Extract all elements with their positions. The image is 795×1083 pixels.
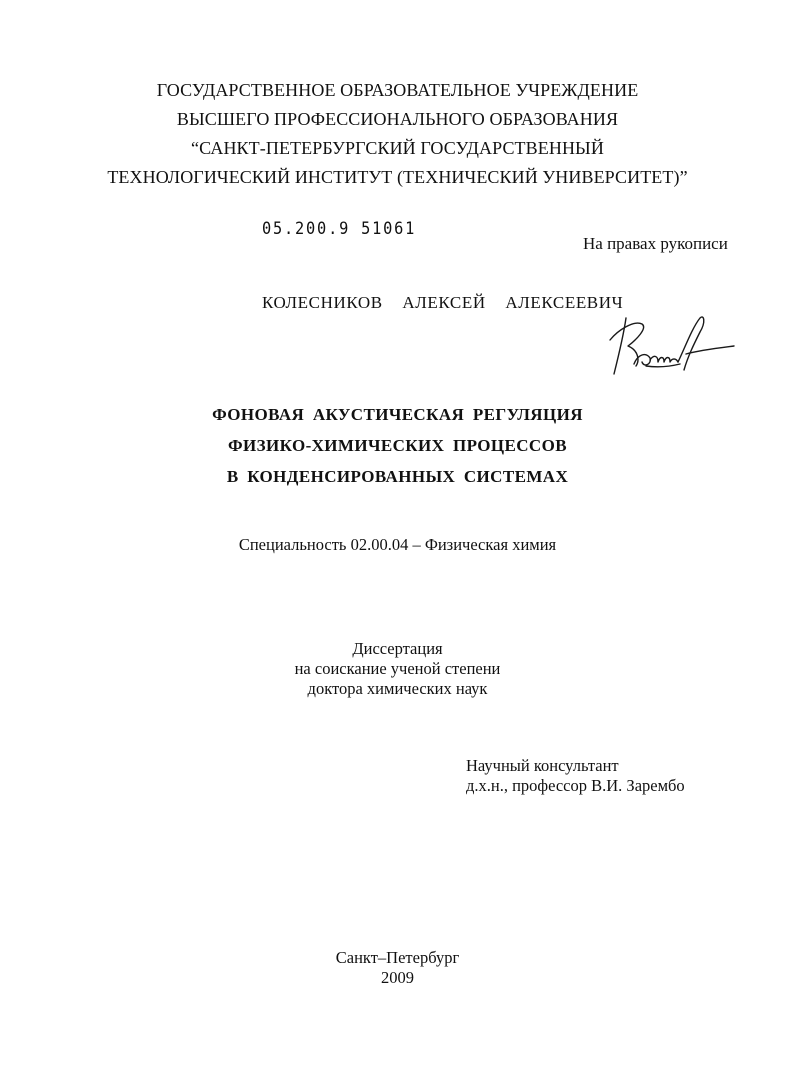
- year: 2009: [381, 968, 414, 987]
- city: Санкт–Петербург: [335, 948, 460, 967]
- institution-line-1: ГОСУДАРСТВЕННОЕ ОБРАЗОВАТЕЛЬНОЕ УЧРЕЖДЕНИЕ: [156, 80, 639, 100]
- specialty: Специальность 02.00.04 – Физическая химия: [238, 535, 557, 554]
- degree-line-3: доктора химических наук: [307, 679, 488, 698]
- registry-number: 05.200.9 51061: [262, 219, 417, 239]
- institution-line-3: “САНКТ-ПЕТЕРБУРГСКИЙ ГОСУДАРСТВЕННЫЙ: [191, 138, 604, 158]
- author-name: КОЛЕСНИКОВ АЛЕКСЕЙ АЛЕКСЕЕВИЧ: [262, 293, 624, 312]
- degree-line-1: Диссертация: [352, 639, 443, 658]
- advisor-name: д.х.н., профессор В.И. Зарембо: [466, 776, 685, 795]
- signature-icon: [600, 310, 740, 380]
- degree-line-2: на соискание ученой степени: [294, 659, 501, 678]
- title-line-1: ФОНОВАЯ АКУСТИЧЕСКАЯ РЕГУЛЯЦИЯ: [212, 405, 583, 424]
- institution-line-4: ТЕХНОЛОГИЧЕСКИЙ ИНСТИТУТ (ТЕХНИЧЕСКИЙ УНИВЕРСИТЕТ)”: [107, 167, 688, 187]
- title-line-3: В КОНДЕНСИРОВАННЫХ СИСТЕМАХ: [226, 467, 569, 486]
- advisor-label: Научный консультант: [466, 756, 619, 775]
- title-line-2: ФИЗИКО-ХИМИЧЕСКИХ ПРОЦЕССОВ: [228, 436, 567, 455]
- rights-note: На правах рукописи: [583, 234, 728, 253]
- institution-line-2: ВЫСШЕГО ПРОФЕССИОНАЛЬНОГО ОБРАЗОВАНИЯ: [176, 109, 619, 129]
